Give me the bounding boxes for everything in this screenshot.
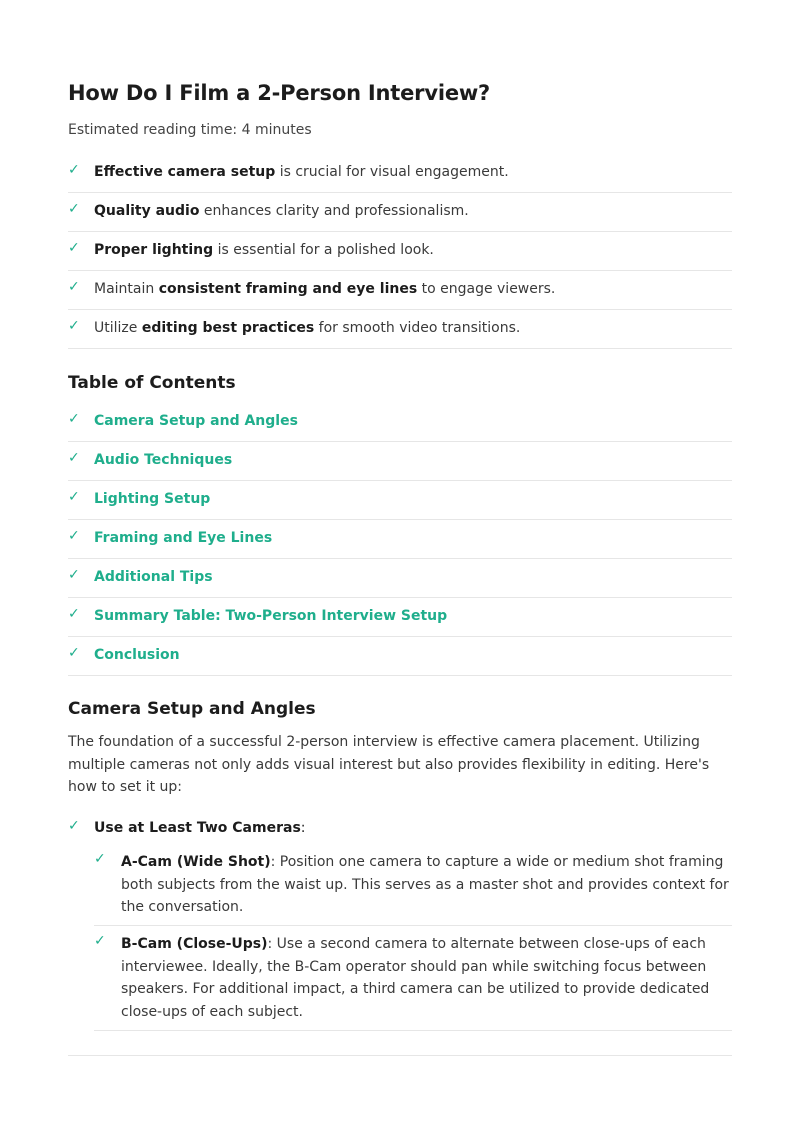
checkmark-icon: ✓: [68, 318, 80, 334]
checkmark-icon: ✓: [94, 851, 106, 867]
checkmark-icon: ✓: [68, 489, 80, 505]
toc-item-audio[interactable]: [68, 442, 732, 481]
checkmark-icon: ✓: [68, 162, 80, 178]
toc-link[interactable]: Lighting Setup: [94, 491, 211, 507]
takeaway-bold: Effective camera setup: [94, 164, 276, 180]
toc-item-framing[interactable]: [68, 520, 732, 559]
a-cam-label: A-Cam (Wide Shot): [121, 854, 271, 870]
b-cam-text: : Use a second camera to alternate between close-ups of each interviewee. Ideally, the B-Cam operator should pan while switching focus between speakers. For additional impact, a third camera can be utilized to provide dedicated close-ups of each subject.: [121, 936, 710, 1020]
list-item: [68, 154, 732, 193]
toc-item-summary-table[interactable]: [68, 598, 732, 637]
list-item: [68, 193, 732, 232]
divider: [68, 1055, 732, 1056]
checkmark-icon: ✓: [68, 240, 80, 256]
list-item-a-cam: [94, 851, 732, 926]
checkmark-icon: ✓: [68, 818, 80, 834]
toc-link[interactable]: Camera Setup and Angles: [94, 413, 298, 429]
toc-link[interactable]: Audio Techniques: [94, 452, 233, 468]
list-item-b-cam: [94, 933, 732, 1031]
checkmark-icon: ✓: [94, 933, 106, 949]
checkmark-icon: ✓: [68, 606, 80, 622]
takeaway-bold: Quality audio: [94, 203, 200, 219]
page-title: How Do I Film a 2-Person Interview?: [68, 81, 491, 105]
toc-item-conclusion[interactable]: [68, 637, 732, 676]
list-item: [68, 232, 732, 271]
toc-item-additional-tips[interactable]: [68, 559, 732, 598]
list-item: [68, 271, 732, 310]
takeaway-text: enhances clarity and professionalism.: [199, 203, 469, 219]
toc-link[interactable]: Summary Table: Two-Person Interview Setup: [94, 608, 448, 624]
checkmark-icon: ✓: [68, 567, 80, 583]
toc-link[interactable]: Additional Tips: [94, 569, 213, 585]
a-cam-text: : Position one camera to capture a wide or medium shot framing both subjects from the waist up. This serves as a master shot and provides context for the conversation.: [121, 854, 729, 915]
checkmark-icon: ✓: [68, 528, 80, 544]
section-heading: Camera Setup and Angles: [68, 699, 316, 719]
takeaway-bold: Proper lighting: [94, 242, 214, 258]
takeaway-text: is crucial for visual engagement.: [275, 164, 509, 180]
checkmark-icon: ✓: [68, 411, 80, 427]
list-heading-bold: Use at Least Two Cameras: [94, 820, 301, 836]
list-item: [68, 310, 732, 349]
toc-item-camera-setup[interactable]: [68, 403, 732, 442]
takeaway-bold: editing best practices: [141, 320, 315, 336]
takeaway-text: Maintain: [94, 281, 159, 297]
toc-item-lighting[interactable]: [68, 481, 732, 520]
reading-time: Estimated reading time: 4 minutes: [68, 122, 312, 138]
checkmark-icon: ✓: [68, 450, 80, 466]
checkmark-icon: ✓: [68, 645, 80, 661]
checkmark-icon: ✓: [68, 279, 80, 295]
takeaway-text: is essential for a polished look.: [213, 242, 434, 258]
toc-link[interactable]: Framing and Eye Lines: [94, 530, 273, 546]
takeaway-bold: consistent framing and eye lines: [158, 281, 418, 297]
checkmark-icon: ✓: [68, 201, 80, 217]
b-cam-label: B-Cam (Close-Ups): [121, 936, 268, 952]
key-takeaways-list: [68, 154, 732, 349]
section-intro: The foundation of a successful 2-person interview is effective camera placement. Utilizing multiple cameras not only adds visual interest but also provides flexibility in editing. Here's how to set it up:: [68, 734, 710, 795]
list-heading-colon: :: [300, 820, 306, 836]
toc-link[interactable]: Conclusion: [94, 647, 180, 663]
table-of-contents: [68, 403, 732, 676]
takeaway-text: Utilize: [94, 320, 142, 336]
takeaway-text: to engage viewers.: [417, 281, 556, 297]
toc-heading: Table of Contents: [68, 373, 236, 393]
takeaway-text: for smooth video transitions.: [314, 320, 521, 336]
